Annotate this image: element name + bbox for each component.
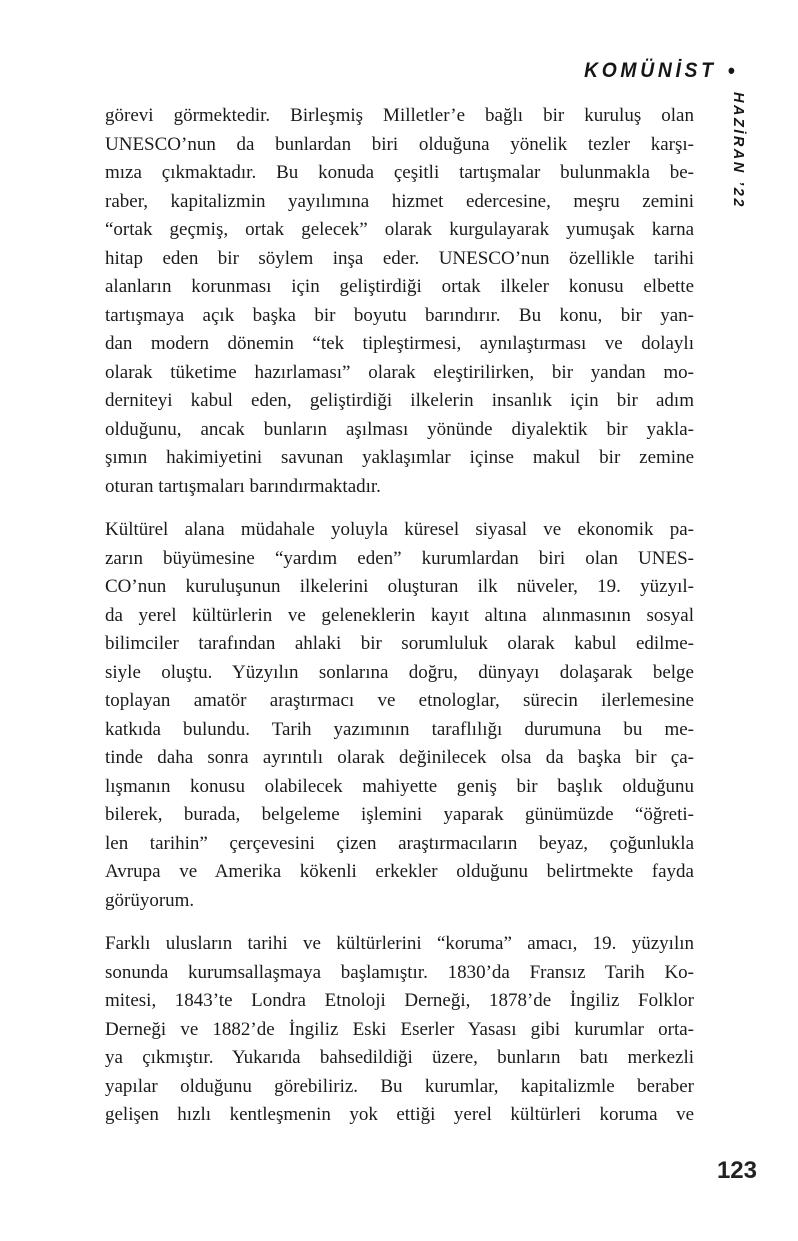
article-body	[105, 102, 694, 1130]
body-text-line: katkıda bulundu. Tarih yazımının taraflılığı durumuna bu me-	[105, 718, 694, 740]
body-text-line: derniteyi kabul eden, geliştirdiği ilkelerin insanlık için bir adım	[105, 390, 694, 411]
body-text-line: “ortak geçmiş, ortak gelecek” olarak kurgulayarak yumuşak karna	[105, 219, 694, 240]
body-text-line: Avrupa ve Amerika kökenli erkekler olduğunu belirtmekte fayda	[105, 861, 694, 882]
bullet-separator-icon: •	[727, 58, 735, 83]
body-text-line: bilerek, burada, belgeleme işlemini yaparak günümüzde “öğreti-	[105, 804, 694, 825]
body-text-line: yapılar olduğunu görebiliriz. Bu kurumlar, kapitalizmle beraber	[105, 1075, 694, 1097]
body-text-line: ya çıkmıştır. Yukarıda bahsedildiği üzere, bunların batı merkezli	[105, 1047, 694, 1068]
body-text-line: siyle oluştu. Yüzyılın sonlarına doğru, dünyayı dolaşarak belge	[105, 661, 694, 683]
body-text-line: hitap eden bir söylem inşa eder. UNESCO’nun özellikle tarihi	[105, 247, 694, 269]
body-text-line: görüyorum.	[105, 889, 195, 911]
issue-date-vertical: HAZİRAN ’22	[730, 92, 746, 209]
body-text-line: görevi görmektedir. Birleşmiş Milletler’e bağlı bir kuruluş olan	[105, 105, 694, 126]
body-text-line: sonunda kurumsallaşmaya başlamıştır. 1830’da Fransız Tarih Ko-	[105, 961, 694, 983]
body-text-line: CO’nun kuruluşunun ilkelerini oluşturan ilk nüveler, 19. yüzyıl-	[105, 576, 694, 597]
body-text-line: dan modern dönemin “tek tipleştirmesi, aynılaştırması ve dolaylı	[105, 333, 694, 354]
body-text-line: Kültürel alana müdahale yoluyla küresel siyasal ve ekonomik pa-	[105, 519, 694, 540]
page-number: 123	[716, 1157, 757, 1184]
body-text-line: da yerel kültürlerin ve geleneklerin kayıt altına alınmasının sosyal	[105, 604, 694, 626]
body-text-line: olduğunu, ancak bunların aşılması yönünde diyalektik bir yakla-	[105, 418, 694, 440]
body-text-line: gelişen hızlı kentleşmenin yok ettiği yerel kültürleri koruma ve	[105, 1104, 694, 1125]
body-text-line: toplayan amatör araştırmacı ve etnologlar, sürecin ilerlemesine	[105, 690, 694, 711]
body-text-line: lışmanın konusu olabilecek mahiyette geniş bir başlık olduğunu	[105, 775, 694, 797]
body-text-line: zarın büyümesine “yardım eden” kurumlardan biri olan UNES-	[105, 547, 694, 569]
body-text-line: raber, kapitalizmin yayılımına hizmet edercesine, meşru zemini	[105, 190, 694, 212]
body-text-line: len tarihin” çerçevesini çizen araştırmacıların beyaz, çoğunlukla	[105, 832, 694, 854]
body-text-line: alanların korunması için geliştirdiği ortak ilkeler konusu elbette	[105, 276, 694, 297]
body-text-line: UNESCO’nun da bunlardan biri olduğuna yönelik tezler karşı-	[105, 133, 694, 155]
body-text-line: oturan tartışmaları barındırmaktadır.	[105, 475, 381, 497]
body-text-line: Farklı ulusların tarihi ve kültürlerini “koruma” amacı, 19. yüzyılın	[105, 933, 694, 954]
paragraph	[105, 102, 694, 501]
body-text-line: şımın hakimiyetini savunan yaklaşımlar içinse makul bir zemine	[105, 447, 694, 468]
running-head	[584, 58, 735, 84]
paragraph	[105, 930, 694, 1130]
paragraph	[105, 516, 694, 915]
body-text-line: Derneği ve 1882’de İngiliz Eski Eserler Yasası gibi kurumlar orta-	[105, 1018, 694, 1040]
body-text-line: olarak tüketime hazırlaması” olarak eleştirilirken, bir yandan mo-	[105, 361, 694, 383]
body-text-line: mıza çıkmaktadır. Bu konuda çeşitli tartışmalar bulunmakla be-	[105, 162, 694, 183]
body-text-line: bilimciler tarafından ahlaki bir sorumluluk olarak kabul edilme-	[105, 633, 694, 654]
body-text-line: tartışmaya açık başka bir boyutu barındırır. Bu konu, bir yan-	[105, 304, 694, 326]
body-text-line: mitesi, 1843’te Londra Etnoloji Derneği, 1878’de İngiliz Folklor	[105, 990, 694, 1011]
magazine-title: KOMÜNİST	[584, 59, 717, 82]
body-text-line: tinde daha sonra ayrıntılı olarak değinilecek olsa da başka bir ça-	[105, 747, 694, 768]
